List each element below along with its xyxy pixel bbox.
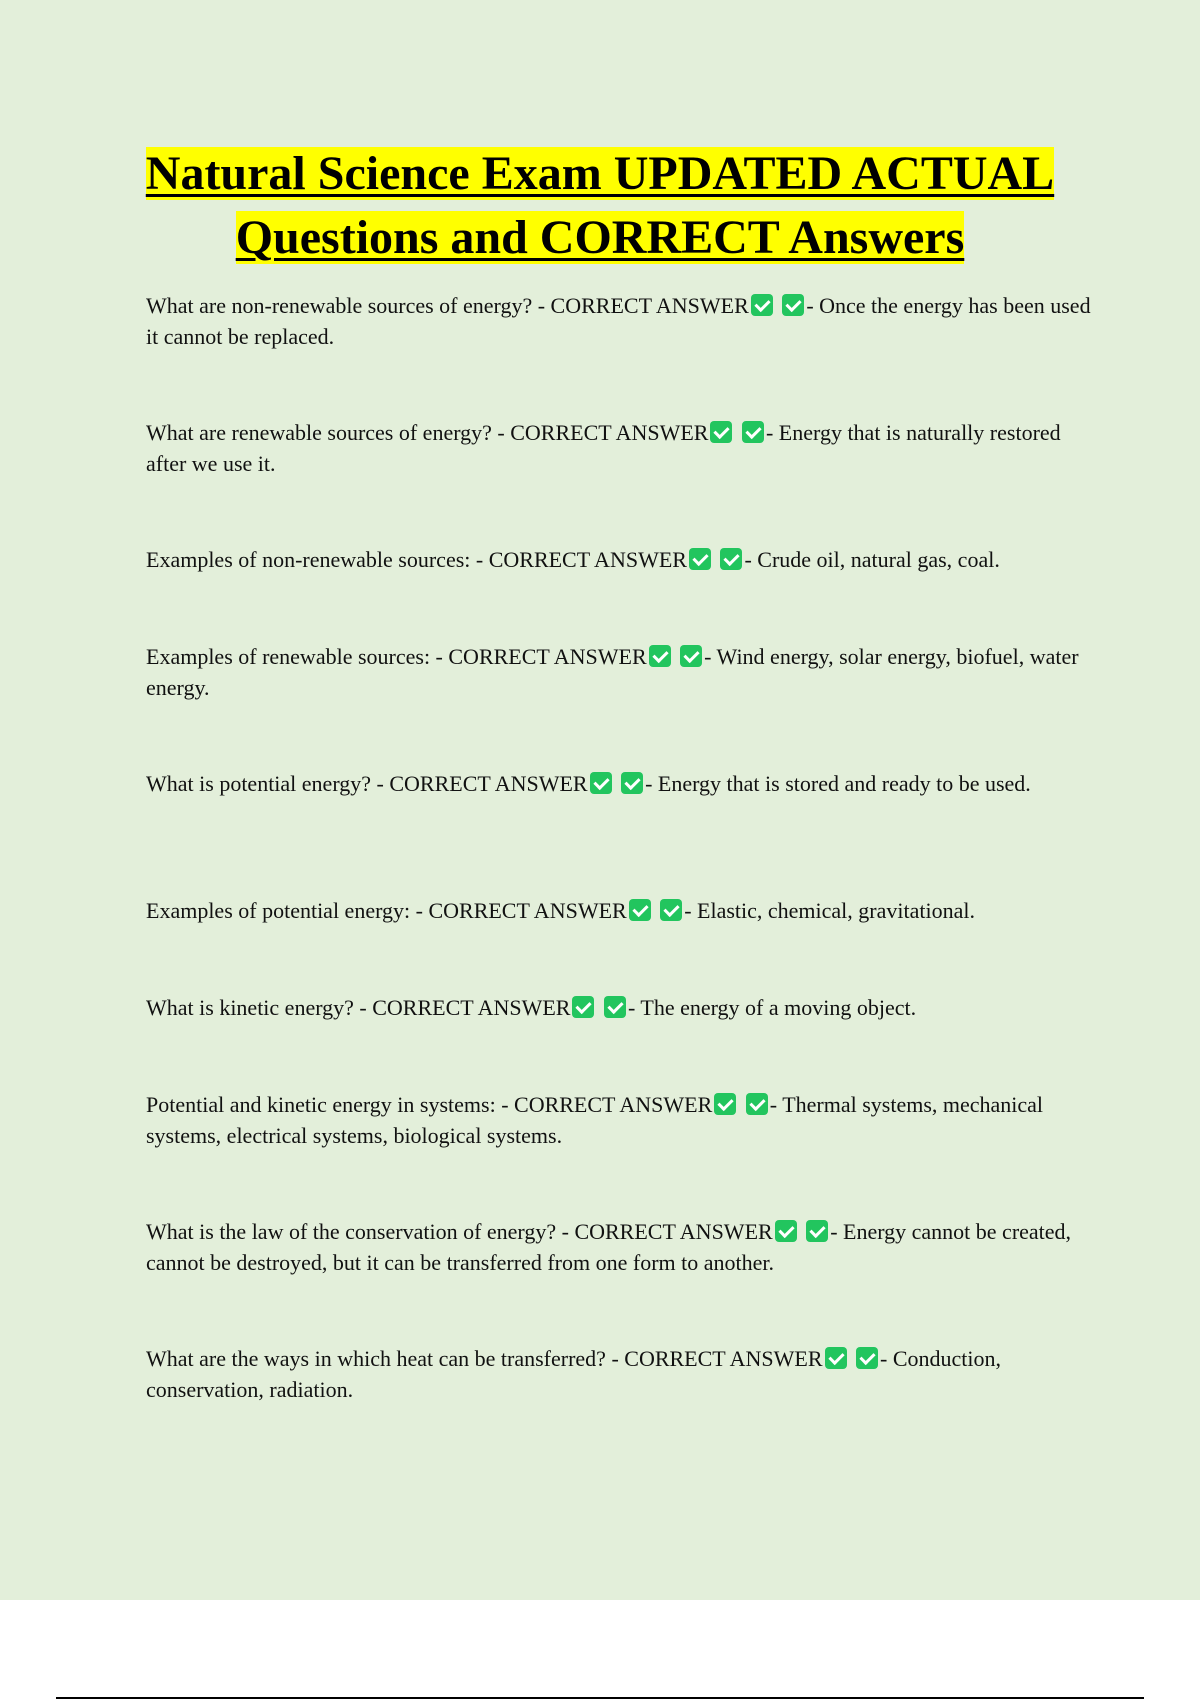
question-text: What are non-renewable sources of energy? - CORRECT ANSWER [146,293,749,318]
document-title [100,142,1100,270]
answer-text: - Energy that is naturally restored after we use it. [146,420,1061,476]
answer-text: - Thermal systems, mechanical systems, electrical systems, biological systems. [146,1092,1044,1148]
title-line-2: Questions and CORRECT Answers [235,211,965,264]
check-icon [825,1347,847,1369]
question-text: What are renewable sources of energy? - CORRECT ANSWER [146,420,709,445]
check-icon [680,645,702,667]
check-icon [714,1093,736,1115]
question-text: Examples of renewable sources: - CORRECT ANSWER [146,644,647,669]
answer-text: - Conduction, conservation, radiation. [146,1346,1001,1402]
question-text: What are the ways in which heat can be transferred? - CORRECT ANSWER [146,1346,823,1371]
qa-item-8 [146,1089,1096,1151]
qa-item-6 [146,895,1096,926]
answer-text: - Energy that is stored and ready to be used. [645,771,1031,796]
check-icon [751,294,773,316]
title-line-1: Natural Science Exam UPDATED ACTUAL [145,147,1055,200]
check-icon [782,294,804,316]
check-icon [621,772,643,794]
answer-text: - Wind energy, solar energy, biofuel, water energy. [146,644,1079,700]
check-icon [720,548,742,570]
check-icon [689,548,711,570]
answer-text: - Energy cannot be created, cannot be destroyed, but it can be transferred from one form to another. [146,1219,1072,1275]
answer-text: - Once the energy has been used it cannot be replaced. [146,293,1091,349]
check-icon [629,899,651,921]
qa-item-1 [146,290,1096,352]
question-text: Examples of non-renewable sources: - CORRECT ANSWER [146,547,687,572]
answer-text: - Crude oil, natural gas, coal. [744,547,1000,572]
qa-item-4 [146,641,1096,703]
answer-text: - Elastic, chemical, gravitational. [684,898,975,923]
check-icon [742,421,764,443]
check-icon [775,1220,797,1242]
question-text: Examples of potential energy: - CORRECT ANSWER [146,898,627,923]
qa-item-3 [146,544,1096,575]
question-text: Potential and kinetic energy in systems: - CORRECT ANSWER [146,1092,713,1117]
qa-item-7 [146,992,1096,1023]
check-icon [590,772,612,794]
check-icon [572,996,594,1018]
footer-divider [56,1697,1144,1699]
qa-item-9 [146,1216,1096,1278]
qa-item-5 [146,768,1096,799]
qa-item-2 [146,417,1096,479]
check-icon [660,899,682,921]
question-text: What is kinetic energy? - CORRECT ANSWER [146,995,571,1020]
check-icon [856,1347,878,1369]
answer-text: - The energy of a moving object. [627,995,917,1020]
check-icon [746,1093,768,1115]
qa-item-10 [146,1343,1096,1405]
question-text: What is potential energy? - CORRECT ANSWER [146,771,588,796]
check-icon [710,421,732,443]
check-icon [604,996,626,1018]
question-text: What is the law of the conservation of energy? - CORRECT ANSWER [146,1219,773,1244]
check-icon [806,1220,828,1242]
check-icon [649,645,671,667]
